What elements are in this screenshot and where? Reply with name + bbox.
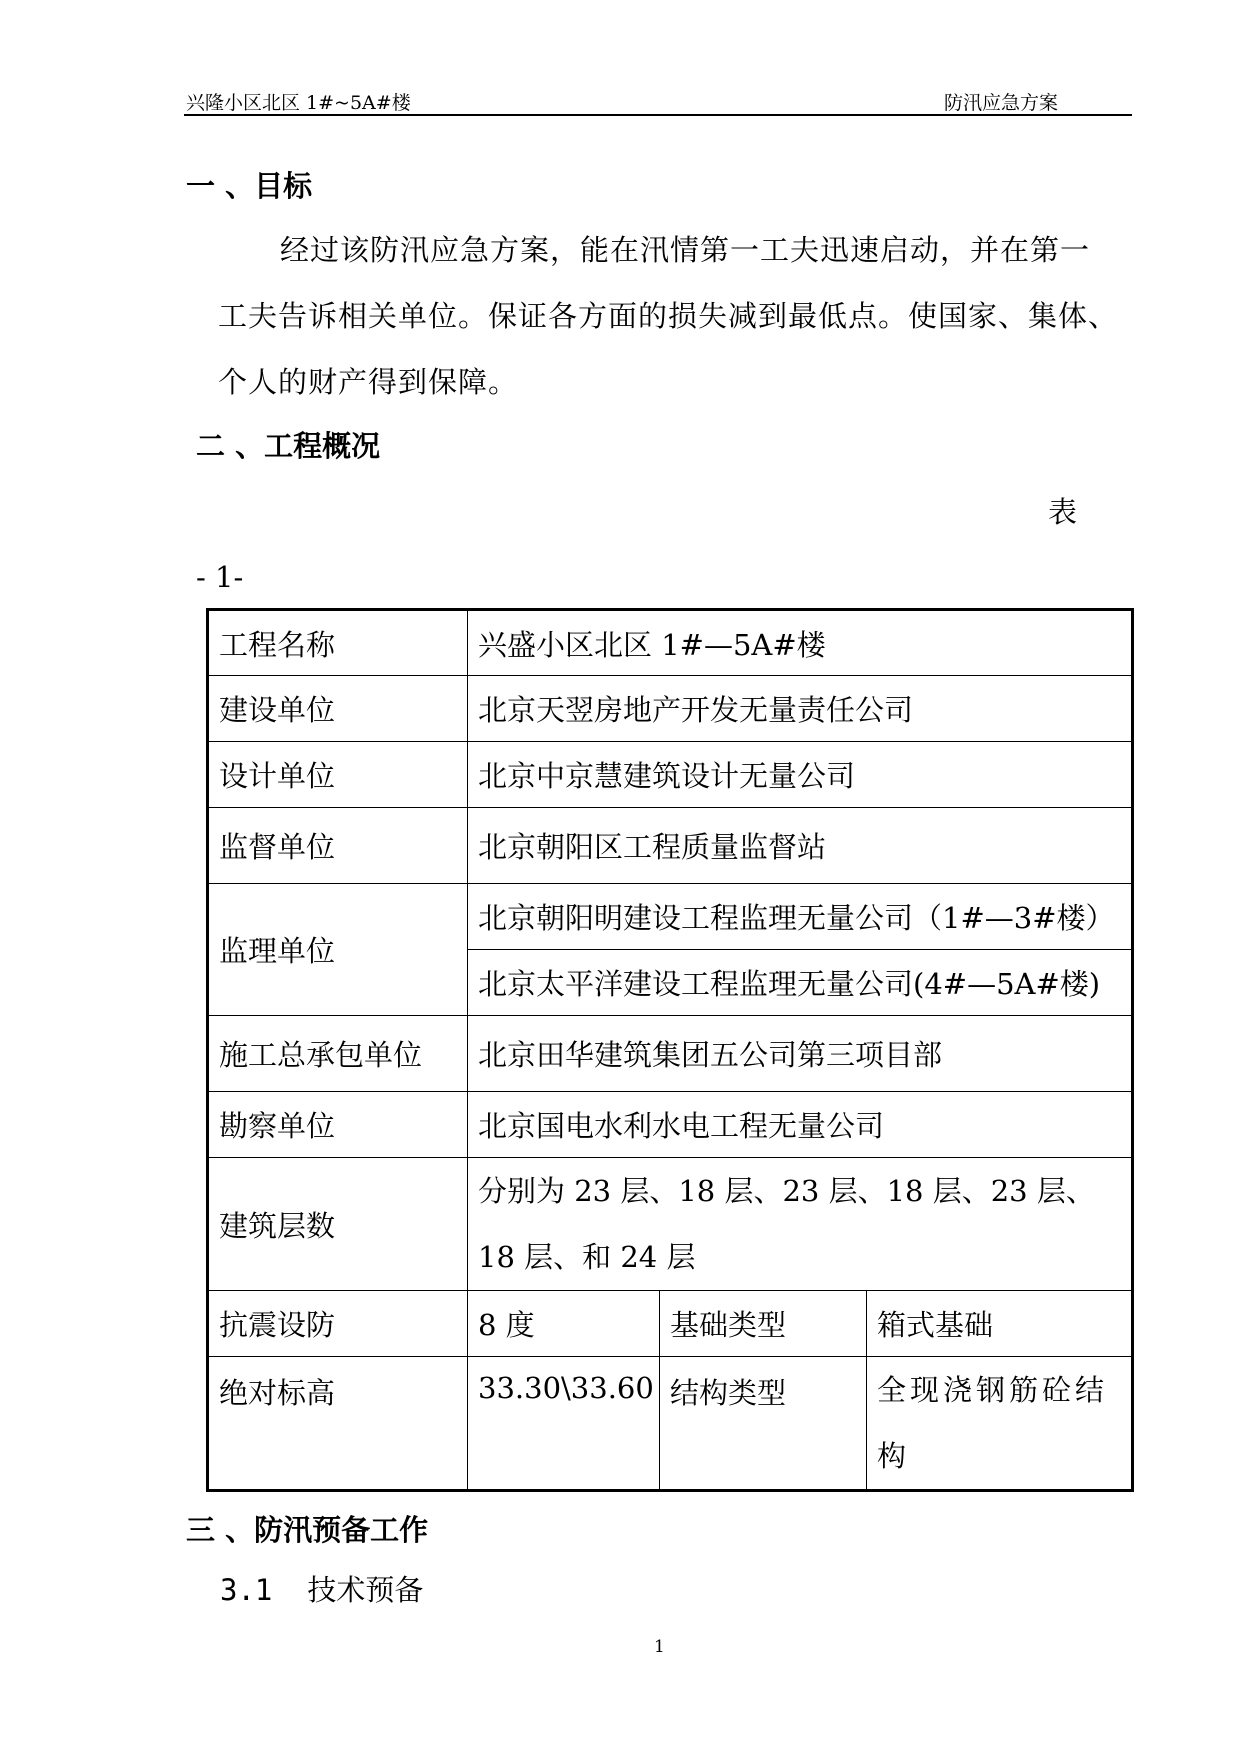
table-row [208, 884, 1133, 950]
section-3-title: 三 、防汛预备工作 [186, 1513, 429, 1547]
table-row [208, 610, 1133, 676]
table-row [208, 1092, 1133, 1158]
table-row [208, 742, 1133, 808]
row-label: 抗震设防 [208, 1291, 468, 1357]
row-value: 北京田华建筑集团五公司第三项目部 [468, 1016, 1133, 1092]
row-label: 设计单位 [208, 742, 468, 808]
row-value: 8 度 [468, 1291, 660, 1357]
row-value: 北京朝阳区工程质量监督站 [468, 808, 1133, 884]
table-row [208, 1357, 1133, 1491]
row-label: 勘察单位 [208, 1092, 468, 1158]
header-right: 防汛应急方案 [944, 92, 1059, 114]
table-row [208, 1291, 1133, 1357]
row-value: 33.30\33.60 [468, 1357, 660, 1491]
subsection-text: 技术预备 [307, 1573, 424, 1607]
row-value: 分别为 23 层、18 层、23 层、18 层、23 层、18 层、和 24 层 [468, 1158, 1133, 1291]
row-label: 绝对标高 [208, 1357, 468, 1491]
subsection-number: 3.1 [220, 1573, 273, 1607]
row-value: 兴盛小区北区 1#—5A#楼 [468, 610, 1133, 676]
row-value: 北京中京慧建筑设计无量公司 [468, 742, 1133, 808]
section-1-para-line-1: 经过该防汛应急方案，能在汛情第一工夫迅速启动，并在第一 [280, 233, 1091, 267]
project-overview-table [206, 608, 1134, 1492]
row-value: 北京朝阳明建设工程监理无量公司（1#—3#楼） [468, 884, 1133, 950]
row-value-2: 箱式基础 [867, 1291, 1133, 1357]
page-number: 1 [654, 1637, 665, 1657]
table-label: 表 [1048, 495, 1078, 529]
section-1-para-line-3: 个人的财产得到保障。 [218, 365, 519, 399]
row-label-2: 结构类型 [660, 1357, 867, 1491]
row-label: 建设单位 [208, 676, 468, 742]
table-row [208, 676, 1133, 742]
header-divider [184, 114, 1132, 116]
table-number: - 1- [196, 560, 244, 594]
row-value: 北京国电水利水电工程无量公司 [468, 1092, 1133, 1158]
section-2-title: 二 、工程概况 [196, 429, 381, 463]
row-label-2: 基础类型 [660, 1291, 867, 1357]
row-label: 监理单位 [208, 884, 468, 1016]
row-value-2: 全现浇钢筋砼结构 [867, 1357, 1133, 1491]
header-left: 兴隆小区北区 1#~5A#楼 [186, 92, 411, 114]
table-row [208, 1016, 1133, 1092]
row-label: 工程名称 [208, 610, 468, 676]
row-value: 北京太平洋建设工程监理无量公司(4#—5A#楼) [468, 950, 1133, 1016]
row-label: 施工总承包单位 [208, 1016, 468, 1092]
row-label: 监督单位 [208, 808, 468, 884]
subsection-3-1 [220, 1568, 423, 1609]
section-1-para-line-2: 工夫告诉相关单位。保证各方面的损失减到最低点。使国家、集体、 [218, 299, 1119, 333]
row-label: 建筑层数 [208, 1158, 468, 1291]
row-value: 北京天翌房地产开发无量责任公司 [468, 676, 1133, 742]
table-row [208, 1158, 1133, 1291]
section-1-title: 一 、目标 [186, 169, 313, 203]
table-row [208, 808, 1133, 884]
